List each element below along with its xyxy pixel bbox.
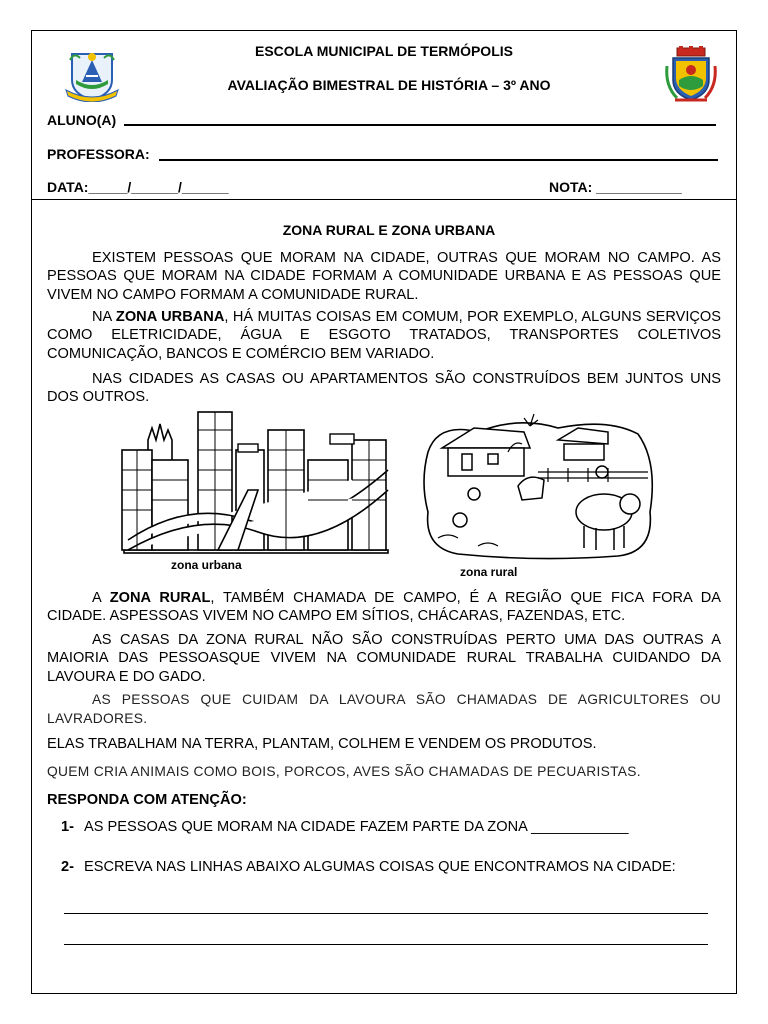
teacher-label: PROFESSORA: [47, 146, 150, 162]
paragraph-1-text: EXISTEM PESSOAS QUE MORAM NA CIDADE, OUTRAS QUE MORAM NO CAMPO. AS PESSOAS QUE MORAM NA CIDADE FORMAM A COMUNIDADE URBANA E AS PESSOAS QUE VIVEM NO CAMPO FORMAM A COMUNIDADE RURAL. [47, 250, 721, 303]
section-title: ZONA RURAL E ZONA URBANA [282, 222, 496, 238]
paragraph-3 [47, 370, 721, 407]
paragraph-8: QUEM CRIA ANIMAIS COMO BOIS, PORCOS, AVES SÃO CHAMADAS DE PECUARISTAS. [47, 764, 641, 779]
caption-rural: zona rural [460, 565, 518, 579]
paragraph-3-text: NAS CIDADES AS CASAS OU APARTAMENTOS SÃO CONSTRUÍDOS BEM JUNTOS UNS DOS OUTROS. [47, 371, 721, 406]
date-field[interactable]: DATA:_____/______/______ [47, 179, 229, 195]
paragraph-7: ELAS TRABALHAM NA TERRA, PLANTAM, COLHEM E VENDEM OS PRODUTOS. [47, 736, 597, 752]
paragraph-2-text: , HÁ MUITAS COISAS EM COMUM, POR EXEMPLO, ALGUNS SERVIÇOS COMO ELETRICIDADE, ÁGUA E ESGOTO TRATADOS, TRANSPORTES COLETIVOS COMUNICAÇÃO, BANCOS E COMÉRCIO BEM VARIADO. [47, 309, 722, 362]
paragraph-5-text: AS CASAS DA ZONA RURAL NÃO SÃO CONSTRUÍDAS PERTO UMA DAS OUTRAS A MAIORIA DAS PESSOASQUE VIVEM NA COMUNIDADE RURAL TRABALHA CUIDANDO DA LAVOURA E DO GADO. [47, 632, 721, 685]
paragraph-4 [47, 589, 721, 626]
school-name: ESCOLA MUNICIPAL DE TERMÓPOLIS [255, 43, 513, 59]
paragraph-1 [47, 249, 721, 304]
question-2-text: ESCREVA NAS LINHAS ABAIXO ALGUMAS COISAS QUE ENCONTRAMOS NA CIDADE: [84, 859, 676, 875]
student-name-field[interactable] [124, 124, 716, 126]
term-urban-zone: ZONA URBANA [115, 309, 225, 325]
question-1-text[interactable]: AS PESSOAS QUE MORAM NA CIDADE FAZEM PARTE DA ZONA ____________ [84, 819, 629, 835]
paragraph-6 [47, 691, 721, 728]
respond-heading: RESPONDA COM ATENÇÃO: [47, 792, 247, 808]
teacher-name-field[interactable] [159, 159, 718, 161]
term-rural-zone: ZONA RURAL [109, 590, 211, 606]
answer-line-2[interactable] [64, 944, 708, 945]
question-1-number: 1- [61, 819, 74, 835]
paragraph-4-prefix: A [92, 590, 110, 606]
grade-field[interactable]: NOTA: ___________ [549, 179, 682, 195]
answer-line-1[interactable] [64, 913, 708, 914]
paragraph-4-text: , TAMBÉM CHAMADA DE CAMPO, É A REGIÃO QUE FICA FORA DA CIDADE. ASPESSOAS VIVEM NO CAMPO EM SÍTIOS, CHÁCARAS, FAZENDAS, ETC. [47, 590, 721, 625]
caption-urban: zona urbana [171, 558, 242, 572]
urban-zone-illustration [108, 410, 390, 558]
exam-title: AVALIAÇÃO BIMESTRAL DE HISTÓRIA – 3º ANO [227, 77, 551, 93]
paragraph-5 [47, 631, 721, 686]
paragraph-2-prefix: NA [92, 309, 116, 325]
paragraph-6-text: AS PESSOAS QUE CUIDAM DA LAVOURA SÃO CHAMADAS DE AGRICULTORES OU LAVRADORES. [47, 692, 721, 726]
student-label: ALUNO(A) [47, 112, 117, 128]
rural-zone-illustration [418, 412, 660, 562]
paragraph-2 [47, 308, 721, 363]
question-2-number: 2- [61, 859, 74, 875]
header-divider [31, 199, 737, 200]
